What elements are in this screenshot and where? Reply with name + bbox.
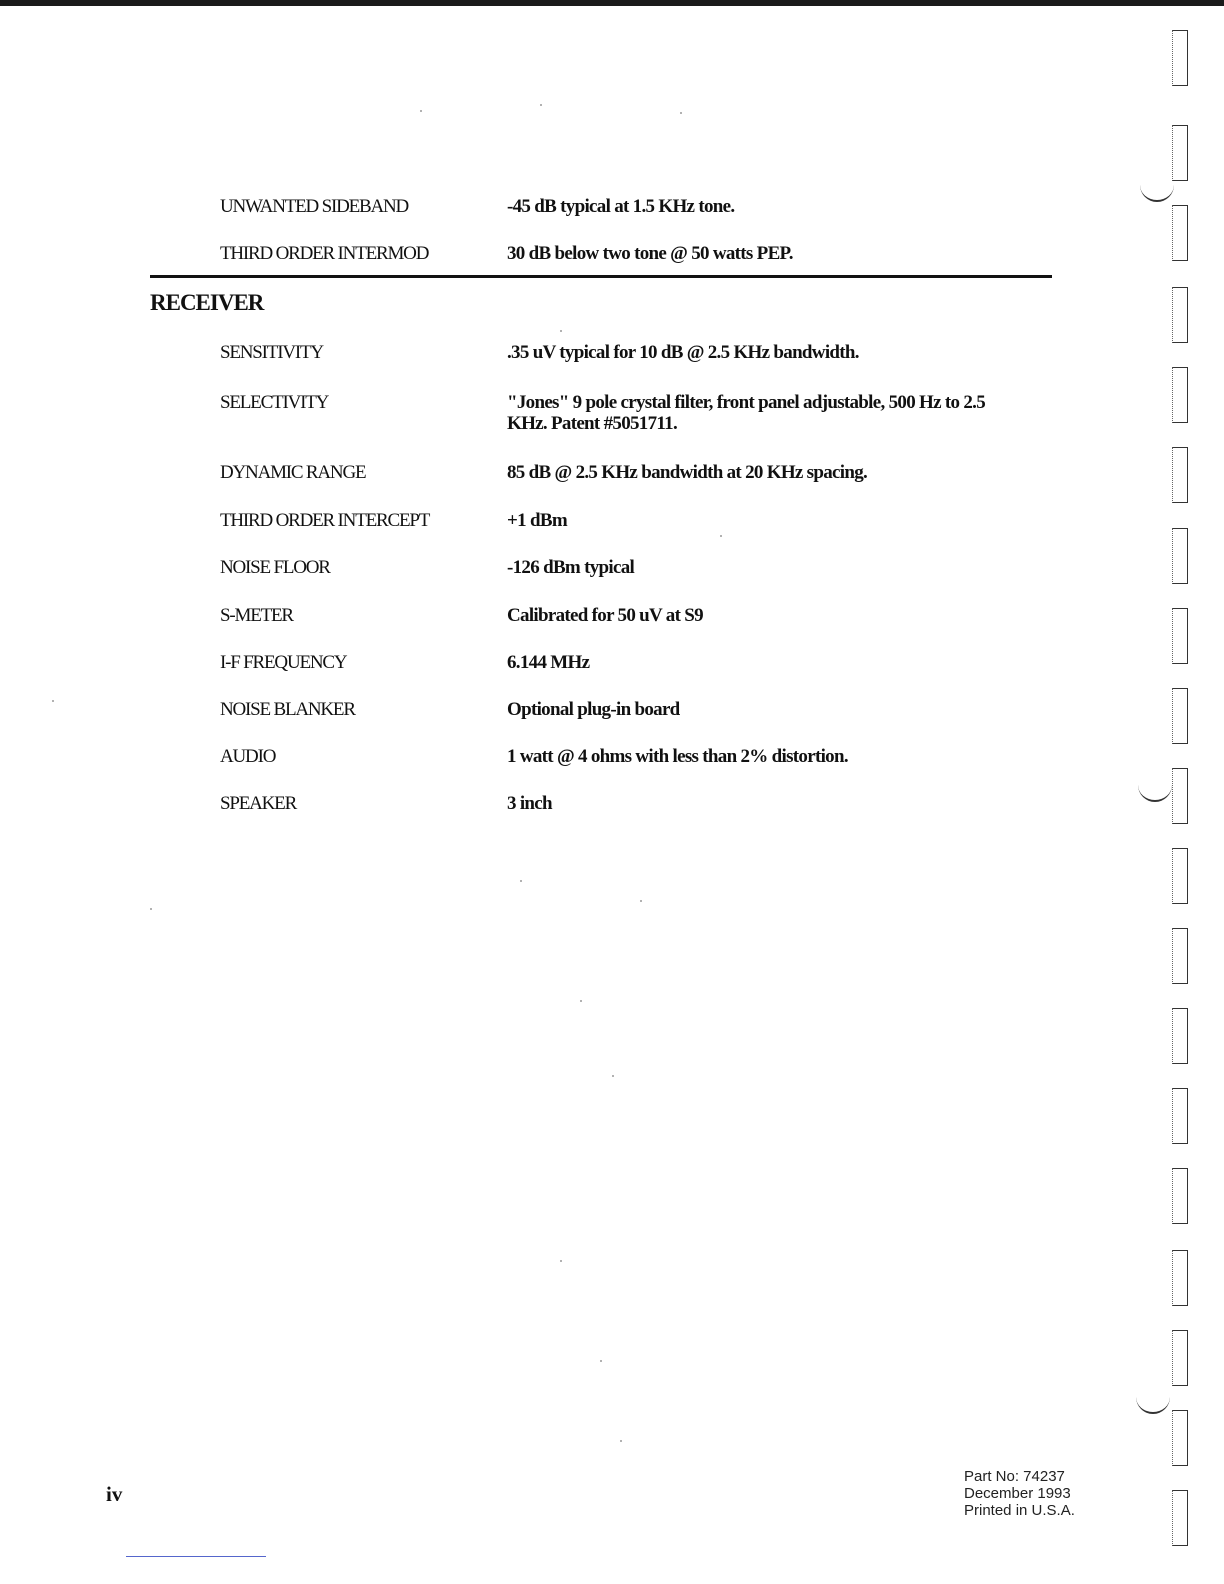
spec-row-third-order-intercept <box>0 510 1150 540</box>
spec-value: 30 dB below two tone @ 50 watts PEP. <box>507 243 793 264</box>
scan-speck <box>52 700 54 702</box>
section-divider <box>150 275 1052 278</box>
spec-value: 1 watt @ 4 ohms with less than 2% distortion. <box>507 746 848 767</box>
scan-speck <box>420 110 422 112</box>
spec-label: UNWANTED SIDEBAND <box>220 196 409 217</box>
binder-hole <box>1172 1330 1188 1386</box>
spec-label: AUDIO <box>220 746 276 767</box>
spec-value: -45 dB typical at 1.5 KHz tone. <box>507 196 735 217</box>
scan-speck <box>600 1360 602 1362</box>
binder-hole <box>1172 30 1188 86</box>
scan-speck <box>640 900 642 902</box>
spec-row-if-frequency <box>0 652 1150 682</box>
page-top-edge <box>0 0 1224 6</box>
binder-hole <box>1172 1410 1188 1466</box>
spec-label: SELECTIVITY <box>220 392 329 413</box>
spec-label: S-METER <box>220 605 293 626</box>
binder-hole <box>1172 1008 1188 1064</box>
spec-value: +1 dBm <box>507 510 567 531</box>
spec-label: NOISE FLOOR <box>220 557 330 578</box>
spec-row-audio <box>0 746 1150 776</box>
scan-speck <box>612 1075 614 1077</box>
scan-speck <box>680 112 682 114</box>
binder-hole <box>1172 125 1188 181</box>
binder-hole <box>1172 528 1188 584</box>
binder-hole <box>1172 287 1188 343</box>
footer-date: December 1993 <box>964 1485 1071 1502</box>
spec-row-noise-floor <box>0 557 1150 587</box>
footer-printed: Printed in U.S.A. <box>964 1502 1075 1519</box>
binder-hole <box>1172 367 1188 423</box>
spec-row-dynamic-range <box>0 462 1150 492</box>
page-number: iv <box>106 1482 123 1506</box>
binder-hole <box>1172 768 1188 824</box>
spec-row-sensitivity <box>0 342 1150 372</box>
binder-hole <box>1172 1250 1188 1306</box>
spec-label: SPEAKER <box>220 793 297 814</box>
scan-speck <box>620 1440 622 1442</box>
binder-hole <box>1172 1490 1188 1546</box>
spec-row-third-order-intermod <box>0 243 1150 273</box>
binder-hole <box>1172 1088 1188 1144</box>
spec-value: "Jones" 9 pole crystal filter, front panel adjustable, 500 Hz to 2.5 KHz. Patent #5051711. <box>507 392 986 434</box>
binder-hole <box>1172 1168 1188 1224</box>
spec-value: Optional plug-in board <box>507 699 680 720</box>
spec-row-s-meter <box>0 605 1150 635</box>
binder-hole <box>1172 608 1188 664</box>
scan-speck <box>580 1000 582 1002</box>
spec-value: 3 inch <box>507 793 552 814</box>
spec-value: .35 uV typical for 10 dB @ 2.5 KHz bandwidth. <box>507 342 859 363</box>
binder-hole <box>1172 688 1188 744</box>
scan-speck <box>520 880 522 882</box>
spec-label: DYNAMIC RANGE <box>220 462 366 483</box>
scan-speck <box>560 1260 562 1262</box>
spec-label: I-F FREQUENCY <box>220 652 347 673</box>
binder-hole <box>1172 848 1188 904</box>
spec-value: -126 dBm typical <box>507 557 635 578</box>
footer-part-number: Part No: 74237 <box>964 1468 1065 1485</box>
spec-value: 6.144 MHz <box>507 652 590 673</box>
spec-row-speaker <box>0 793 1150 823</box>
binder-hole <box>1172 928 1188 984</box>
spec-row-unwanted-sideband <box>0 196 1150 226</box>
spec-label: THIRD ORDER INTERMOD <box>220 243 429 264</box>
spec-value: 85 dB @ 2.5 KHz bandwidth at 20 KHz spacing. <box>507 462 868 483</box>
bottom-edge-mark <box>126 1556 266 1557</box>
spec-label: THIRD ORDER INTERCEPT <box>220 510 430 531</box>
scan-speck <box>540 104 542 106</box>
binder-ring-mark <box>1136 1392 1170 1414</box>
scan-speck <box>560 330 562 332</box>
footer-block <box>964 1468 1075 1519</box>
spec-value: Calibrated for 50 uV at S9 <box>507 605 703 626</box>
spec-row-noise-blanker <box>0 699 1150 729</box>
binder-hole <box>1172 447 1188 503</box>
scan-speck <box>150 908 152 910</box>
scan-speck <box>720 535 722 537</box>
spec-row-selectivity <box>0 392 1150 438</box>
spec-label: NOISE BLANKER <box>220 699 355 720</box>
section-title-receiver: RECEIVER <box>150 290 264 315</box>
spec-label: SENSITIVITY <box>220 342 323 363</box>
binder-hole <box>1172 205 1188 261</box>
